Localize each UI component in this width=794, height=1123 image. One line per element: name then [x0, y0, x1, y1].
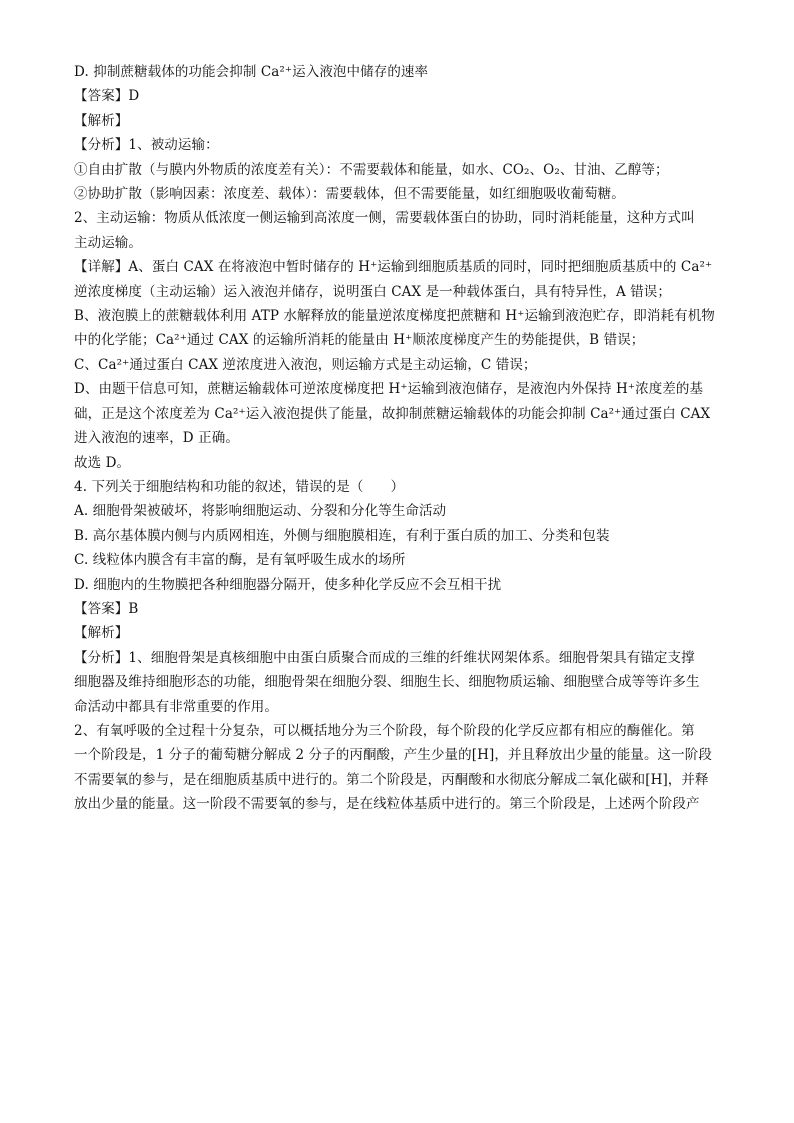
q4-fenxi-line: 2、有氧呼吸的全过程十分复杂，可以概括地分为三个阶段，每个阶段的化学反应都有相应的酶催化。第: [74, 722, 695, 739]
q4-option-c: C. 线粒体内膜含有丰富的酶，是有氧呼吸生成水的场所: [74, 552, 406, 569]
q4-fenxi-line: 细胞器及维持细胞形态的功能，细胞骨架在细胞分裂、细胞生长、细胞物质运输、细胞壁合成等等许多生: [74, 674, 700, 691]
q3-xiangjie-line: 础，正是这个浓度差为 Ca²⁺运入液泡提供了能量，故抑制蔗糖运输载体的功能会抑制 Ca²⁺通过蛋白 CAX: [74, 405, 711, 422]
q4-fenxi-line: 不需要氧的参与，是在细胞质基质中进行的。第二个阶段是，丙酮酸和水彻底分解成二氧化碳和[H]，并释: [74, 771, 709, 788]
q3-xiangjie-line: C、Ca²⁺通过蛋白 CAX 逆浓度进入液泡，则运输方式是主动运输，C 错误；: [74, 356, 537, 373]
q3-xiangjie-line: 【详解】A、蛋白 CAX 在将液泡中暂时储存的 H⁺运输到细胞质基质的同时，同时把细胞质基质中的 Ca²⁺: [74, 259, 713, 276]
q4-option-d: D. 细胞内的生物膜把各种细胞器分隔开，使多种化学反应不会互相干扰: [74, 576, 502, 593]
q4-answer: 【答案】B: [74, 600, 139, 617]
q3-option-d: D. 抑制蔗糖载体的功能会抑制 Ca²⁺运入液泡中储存的速率: [74, 64, 429, 80]
q4-fenxi-line: 【分析】1、细胞骨架是真核细胞中由蛋白质聚合而成的三维的纤维状网架体系。细胞骨架具有锚定支撑: [74, 649, 695, 666]
q4-option-a: A. 细胞骨架被破坏，将影响细胞运动、分裂和分化等生命活动: [74, 503, 447, 520]
q3-fenxi-line: 【分析】1、被动运输：: [74, 137, 219, 154]
q3-answer: 【答案】D: [74, 88, 140, 105]
q3-fenxi-line: ②协助扩散（影响因素：浓度差、载体）：需要载体，但不需要能量，如红细胞吸收葡萄糖。: [74, 186, 625, 203]
q3-xiangjie-line: 逆浓度梯度（主动运输）运入液泡并储存，说明蛋白 CAX 是一种载体蛋白，具有特异性，A 错误；: [74, 283, 672, 300]
q4-analysis-heading: 【解析】: [74, 625, 129, 642]
q4-fenxi-line: 一个阶段是，1 分子的葡萄糖分解成 2 分子的丙酮酸，产生少量的[H]，并且释放出少量的能量。这一阶段: [74, 747, 712, 764]
q4-stem: 4. 下列关于细胞结构和功能的叙述，错误的是（ ）: [74, 478, 405, 495]
q3-analysis-heading: 【解析】: [74, 112, 129, 129]
q4-fenxi-line: 放出少量的能量。这一阶段不需要氧的参与，是在线粒体基质中进行的。第三个阶段是，上述两个阶段产: [74, 796, 700, 813]
q3-fenxi-line: ①自由扩散（与膜内外物质的浓度差有关）：不需要载体和能量，如水、CO₂、O₂、甘油、乙醇等；: [74, 161, 669, 178]
q4-fenxi-line: 命活动中都具有非常重要的作用。: [74, 698, 278, 715]
q3-xiangjie-line: 进入液泡的速率，D 正确。: [74, 430, 239, 447]
q3-xiangjie-line: 中的化学能；Ca²⁺通过 CAX 的运输所消耗的能量由 H⁺顺浓度梯度产生的势能提供，B 错误；: [74, 332, 645, 349]
q3-fenxi-line: 主动运输。: [74, 234, 142, 251]
q3-xiangjie-line: D、由题干信息可知，蔗糖运输载体可逆浓度梯度把 H⁺运输到液泡储存，是液泡内外保持 H⁺浓度差的基: [74, 381, 704, 398]
q3-conclusion: 故选 D。: [74, 454, 131, 471]
q3-xiangjie-line: B、液泡膜上的蔗糖载体利用 ATP 水解释放的能量逆浓度梯度把蔗糖和 H⁺运输到液泡贮存，即消耗有机物: [74, 308, 715, 325]
q4-option-b: B. 高尔基体膜内侧与内质网相连，外侧与细胞膜相连，有利于蛋白质的加工、分类和包装: [74, 527, 610, 544]
q3-fenxi-line: 2、主动运输：物质从低浓度一侧运输到高浓度一侧，需要载体蛋白的协助，同时消耗能量，这种方式叫: [74, 210, 695, 227]
